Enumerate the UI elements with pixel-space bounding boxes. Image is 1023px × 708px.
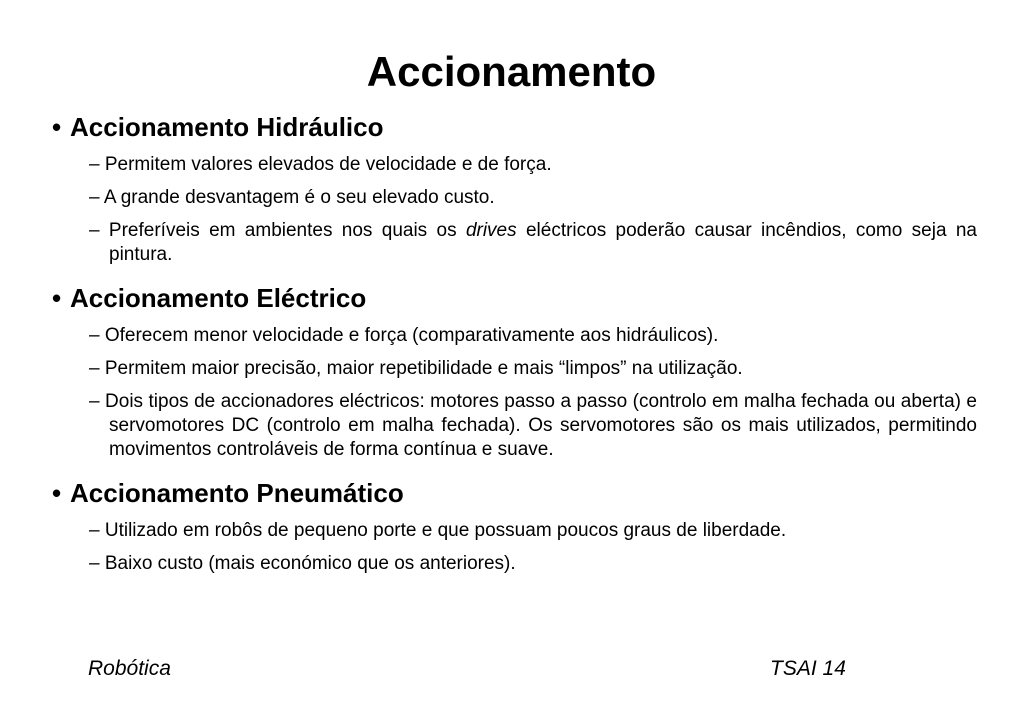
footer-page-label: TSAI 14 [770,657,846,680]
item-text: Preferíveis em ambientes nos quais os [108,220,466,241]
list-item [52,153,977,177]
list-item [52,186,977,210]
dash-icon: – [89,220,100,241]
slide-content [52,110,977,576]
item-text: Oferecem menor velocidade e força (comparativamente aos hidráulicos). [104,325,719,346]
bullet-icon: • [52,283,62,313]
dash-icon: – [89,553,100,574]
list-item [52,357,977,381]
list-item [52,552,977,576]
item-text: Dois tipos de accionadores eléctricos: motores passo a passo (controlo em malha fechada ou aberta) e servomotores DC (controlo em malha fechada). Os servomotores são os mais utilizados, permitindo movimentos controláveis de forma contínua e suave. [105,391,978,460]
section-pneumatico [52,476,977,576]
item-text: eléctricos poderão causar incêndios, como seja na pintura. [109,220,977,265]
list-item [52,519,977,543]
dash-icon: – [89,154,100,175]
dash-icon: – [89,358,100,379]
slide-title: Accionamento [366,48,657,95]
section-hidraulico [52,110,977,267]
list-item [52,324,977,348]
dash-icon: – [89,325,100,346]
section-electrico [52,281,977,462]
item-text-emphasis: drives [465,220,517,241]
section-heading [52,476,977,510]
section-heading-text: Accionamento Eléctrico [70,283,367,313]
item-text: Utilizado em robôs de pequeno porte e que possuam poucos graus de liberdade. [104,520,787,541]
section-heading-text: Accionamento Hidráulico [70,112,384,142]
list-item [52,390,977,462]
item-text: A grande desvantagem é o seu elevado custo. [103,187,495,208]
list-item [52,219,977,267]
dash-icon: – [89,391,100,412]
bullet-icon: • [52,478,62,508]
bullet-icon: • [52,112,62,142]
section-heading [52,110,977,144]
item-text: Baixo custo (mais económico que os anteriores). [104,553,516,574]
section-heading-text: Accionamento Pneumático [70,478,404,508]
item-text: Permitem maior precisão, maior repetibilidade e mais “limpos” na utilização. [104,358,743,379]
footer-course: Robótica [88,657,171,680]
item-text: Permitem valores elevados de velocidade e de força. [104,154,552,175]
dash-icon: – [89,187,100,208]
dash-icon: – [89,520,100,541]
section-heading [52,281,977,315]
